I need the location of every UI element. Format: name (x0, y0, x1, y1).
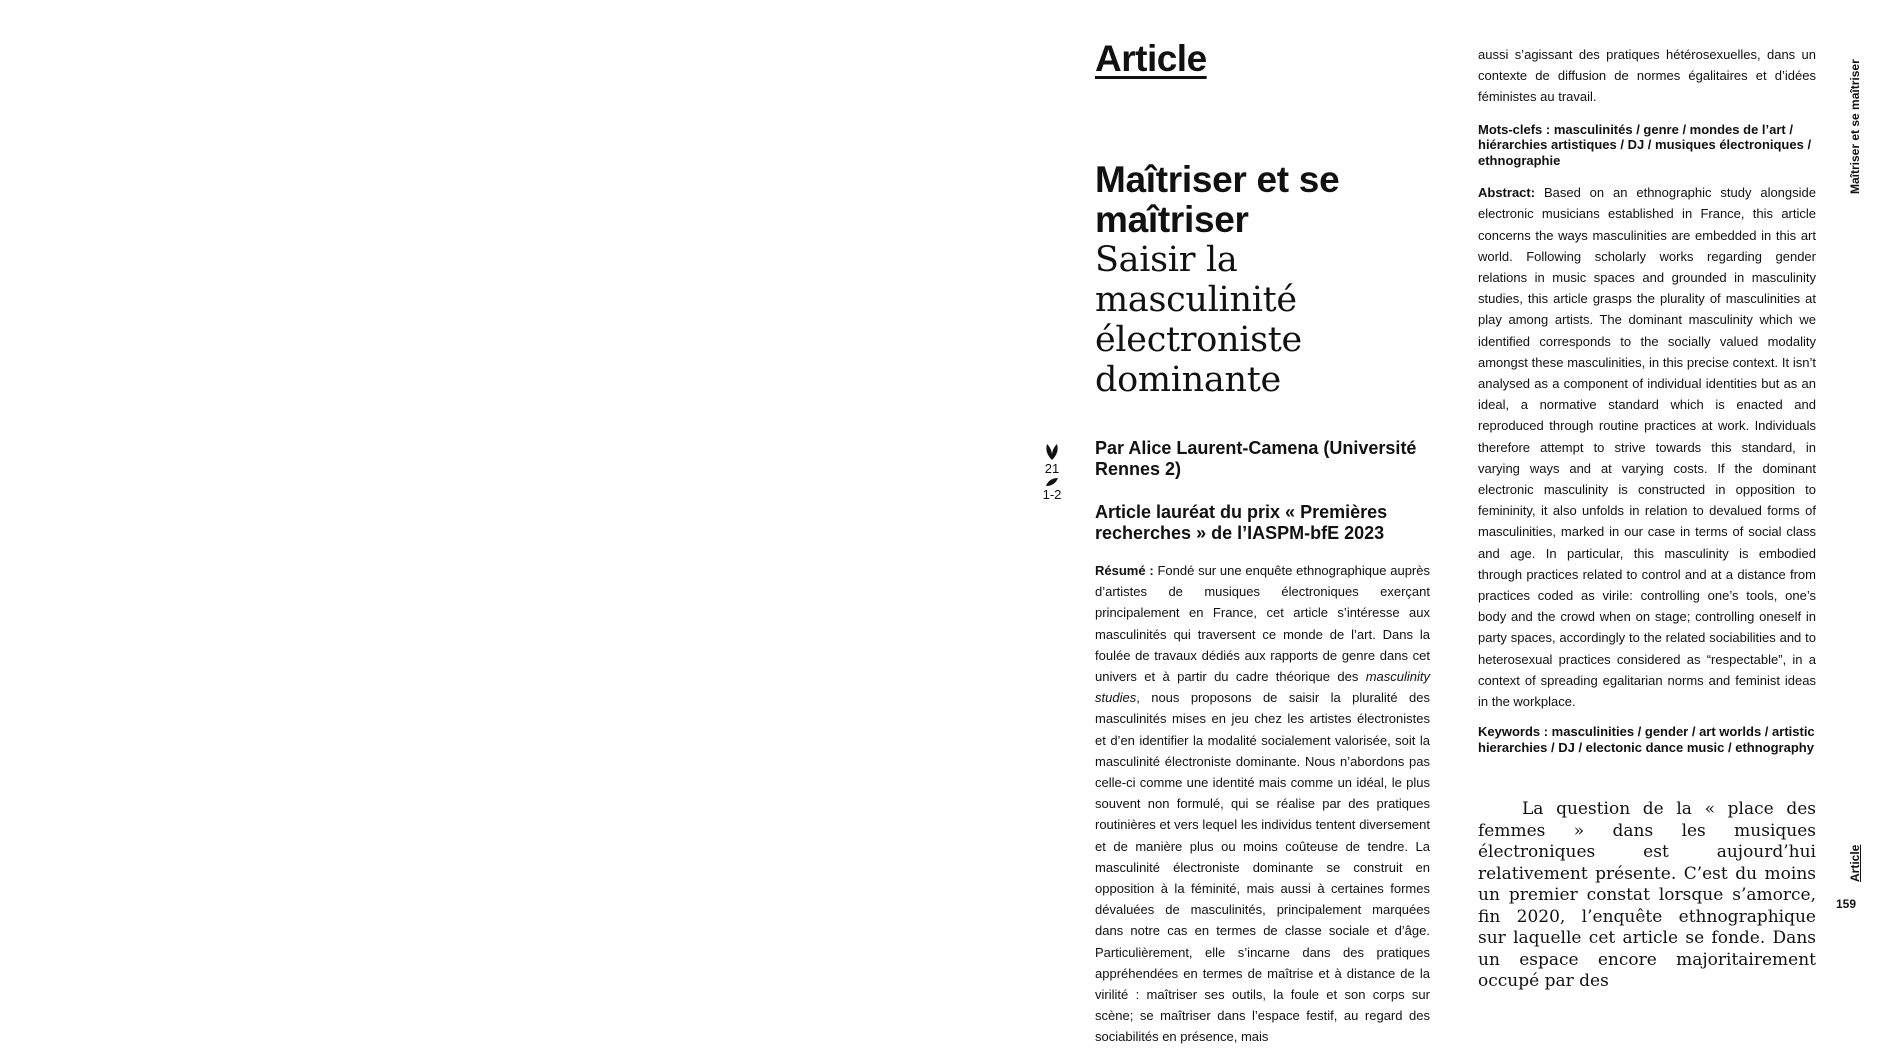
resume-part2: , nous proposons de saisir la pluralité des masculinités mises en jeu chez les artistes électronistes et d’en identifier la modalité socialement valorisée, soit la masculinité électroniste dominante. Nous n’abordons pas celle-ci comme une identité mais comme un idéal, le plus souvent non formulé, qui se réalise par des pratiques routinières et vers lequel les individus tentent diversement et de manière plus ou moins coûteuse de tendre. La masculinité électroniste dominante se construit en opposition à la féminité, mais aussi à certaines formes dévaluées de masculinités, principalement marquées dans notre cas en termes de classe sociale et d’âge. Particulièrement, elle s’incarne dans des pratiques appréhendées en termes de maîtrise et à distance de la virilité : maîtriser ses outils, la foule et son corps sur scène; se maîtriser dans l’espace festif, au regard des sociabilités en présence, mais (1095, 690, 1430, 1045)
resume-text (1095, 560, 1430, 1048)
resume-label: Résumé : (1095, 563, 1154, 578)
running-head-text: Maîtriser et se maîtriser (1848, 59, 1862, 194)
abstract-text (1478, 182, 1816, 712)
leaf-small-icon (1045, 477, 1059, 487)
issue-volume: 21 (1044, 461, 1060, 476)
issue-number: 1-2 (1042, 487, 1062, 502)
article-prize: Article lauréat du prix « Premières recherches » de l’IASPM-bfE 2023 (1095, 502, 1388, 543)
leaf-logo-icon (1044, 443, 1060, 461)
running-section-text: Article (1848, 844, 1862, 882)
article-author: Par Alice Laurent-Camena (Université Rennes 2) (1095, 438, 1417, 479)
mots-clefs: Mots-clefs : masculinités / genre / mondes de l’art / hiérarchies artistiques / DJ / musiques électroniques / ethnographie (1478, 121, 1812, 168)
section-label: Article (1095, 38, 1207, 79)
abstract-body: Based on an ethnographic study alongside electronic musicians established in France, this article concerns the ways masculinities are embedded in this art world. Following scholarly works regarding gender relations in music spaces and grounded in masculinity studies, this article grasps the plurality of masculinities at play among artists. The dominant masculinity which we identified corresponds to the socially valued modality amongst these masculinities, in this precise context. It isn’t analysed as a component of individual identities but as an ideal, a normative standard which is enacted and reproduced through routine practices at work. Individuals therefore attempt to strive towards this standard, in varying ways and at varying costs. If the dominant electronic masculinity is constructed in opposition to femininity, it also unfolds in relation to devalued forms of masculinities, marked in our case in terms of social class and age. In particular, this masculinity is embodied through practices related to control and at a distance from practices coded as virile: controlling one’s tools, one’s body and the crowd when on stage; controlling oneself in party spaces, accordingly to the related sociabilities and to heterosexual practices considered as “respectable”, in a context of spreading egalitarian norms and feminist ideas in the workplace. (1478, 185, 1816, 709)
resume-italic: masculinity studies (1095, 669, 1430, 706)
resume-continued: aussi s’agissant des pratiques hétérosexuelles, dans un contexte de diffusion de normes égalitaires et d’idées féministes au travail. (1478, 47, 1816, 105)
article-subtitle: Saisir la masculinité électroniste dominante (1095, 240, 1302, 400)
resume-part1: Fondé sur une enquête ethnographique auprès d’artistes de musiques électroniques exerçant principalement en France, cet article s’intéresse aux masculinités qui traversent ce monde de l’art. Dans la foulée de travaux dédiés aux rapports de genre dans cet univers et à partir du cadre théorique des (1095, 563, 1430, 685)
running-section (1846, 822, 1866, 882)
body-paragraph: La question de la « place des femmes » dans les musiques électroniques est aujourd’hui relativement présente. C’est du moins un premier constat lorsque s’amorce, fin 2020, l’enquête ethnographique sur laquelle cet article se fonde. Dans un espace encore majoritairement occupé par des (1478, 799, 1816, 992)
issue-marker (1037, 443, 1067, 503)
abstract-label: Abstract: (1478, 185, 1536, 201)
keywords-en: Keywords : masculinities / gender / art worlds / artistic hierarchies / DJ / electonic dance music / ethnography (1478, 724, 1815, 755)
article-title: Maîtriser et se maîtriser (1095, 159, 1340, 240)
article-right-column (1478, 44, 1816, 993)
page-number: 159 (1836, 897, 1857, 911)
running-head (1846, 44, 1866, 194)
article-left-column (1095, 38, 1430, 1048)
